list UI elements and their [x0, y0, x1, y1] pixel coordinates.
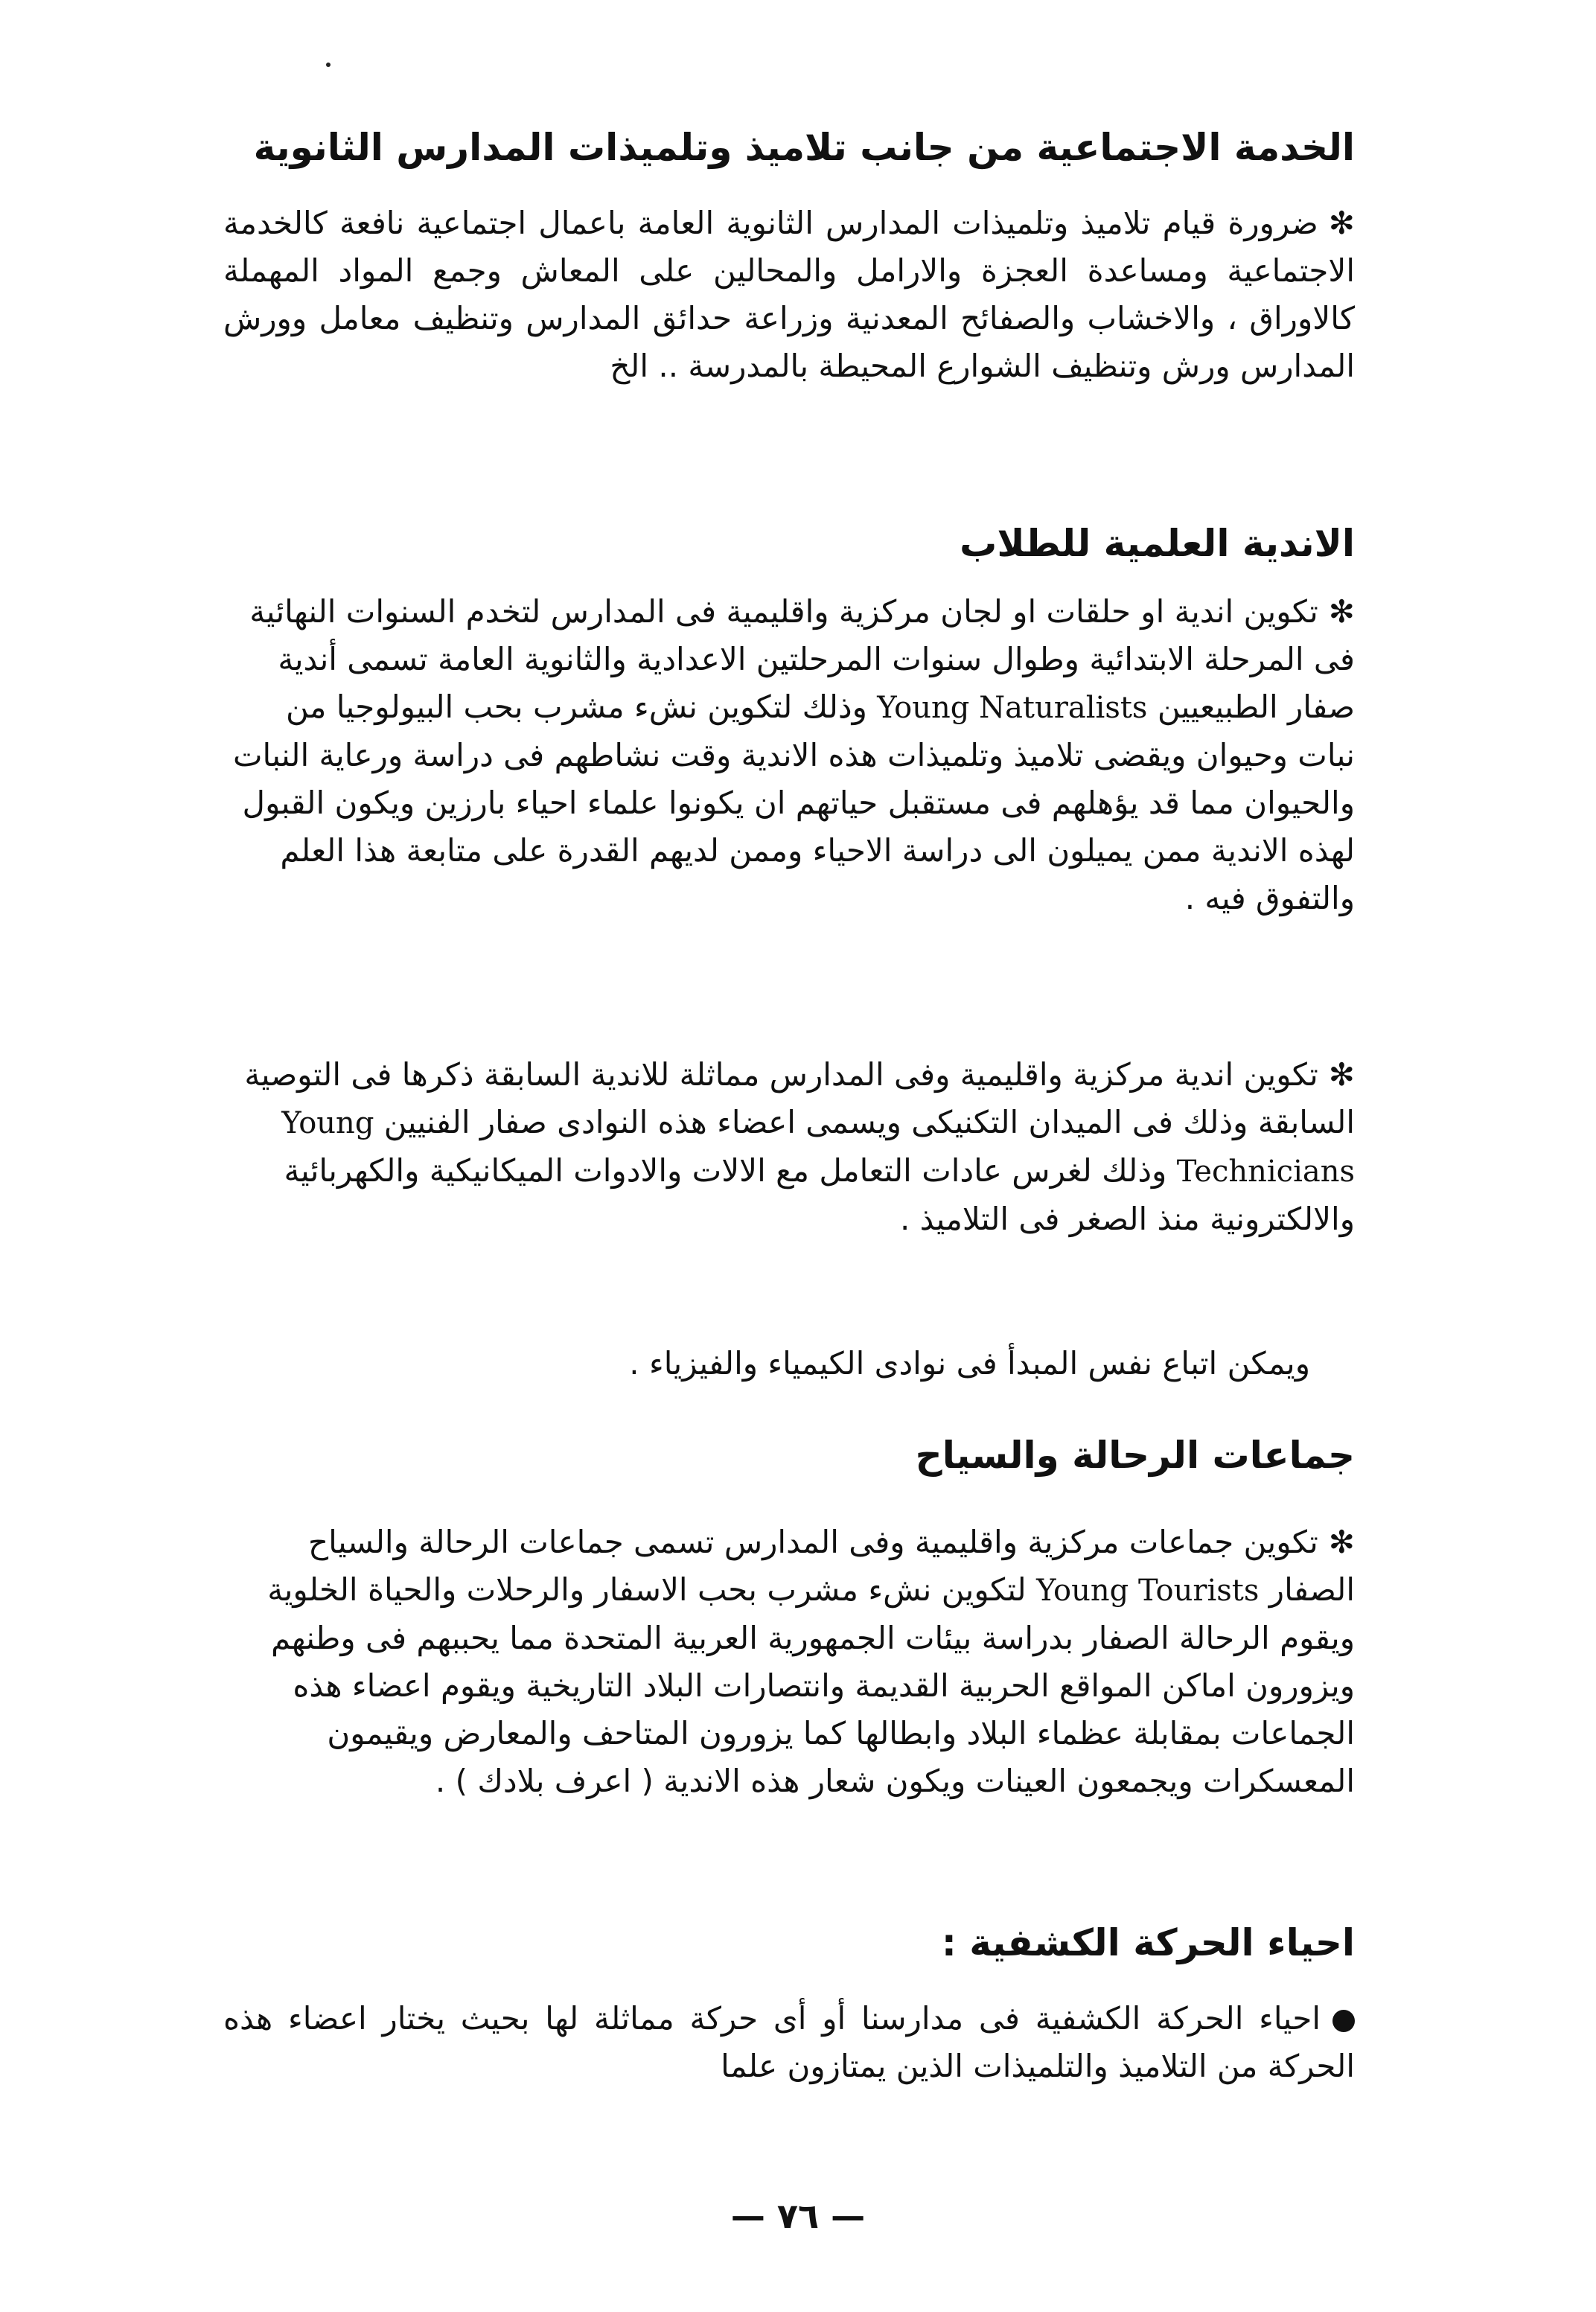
section-travel-groups	[223, 1433, 1355, 1478]
section-science-clubs	[223, 521, 1355, 566]
p2-text-a: تكوين اندية او حلقات او لجان مركزية واقليمية فى المدارس لتخدم السنوات النهائية فى المرحلة الابتدائية وطوال سنوات المرحلتين الاعدادية والثانوية العامة تسمى أندية صفار الطبيعيين	[249, 593, 1355, 725]
section-scout-movement	[223, 1920, 1355, 1965]
paragraph-tourists	[223, 1519, 1355, 1805]
p4-text: ويمكن اتباع نفس المبدأ فى نوادى الكيمياء والفيزياء .	[629, 1345, 1310, 1382]
heading-scout-movement: احياء الحركة الكشفية :	[941, 1921, 1355, 1964]
star-bullet-icon: ✻	[1328, 593, 1355, 630]
star-bullet-icon: ✻	[1328, 1056, 1355, 1093]
paragraph-naturalists	[223, 588, 1355, 922]
p6-text: احياء الحركة الكشفية فى مدارسنا أو أى حركة مماثلة لها بحيث يختار اعضاء هذه الحركة من التلاميذ والتلميذات الذين يمتازون علما	[223, 2000, 1355, 2084]
paragraph-social-service	[223, 199, 1355, 390]
p5-text-b: لتكوين نشء مشرب بحب الاسفار والرحلات والحياة الخلوية ويقوم الرحالة الصفار بدراسة بيئات الجمهورية العربية المتحدة مما يحببهم فى وطنهم ويزورون اماكن المواقع الحربية القديمة وانتصارات البلاد التاريخية ويقوم اعضاء هذه الجماعات بمقابلة عظماء البلاد وابطالها كما يزورون المتاحف والمعارض ويقيمون المعسكرات ويجمعون العينات ويكون شعار هذه الاندية ( اعرف بلادك ) .	[267, 1571, 1355, 1799]
latin-young-tourists: Young Tourists	[1036, 1574, 1260, 1608]
speck-mark	[326, 63, 331, 67]
p1-text: ضرورة قيام تلاميذ وتلميذات المدارس الثانوية العامة باعمال اجتماعية نافعة كالخدمة الاجتماعية ومساعدة العجزة والارامل والمحالين على المعاش وجمع المواد المهملة كالاوراق ، والاخشاب والصفائح المعدنية وزراعة حدائق المدارس وتنظيف معامل وورش المدارس ورش وتنظيف الشوارع المحيطة بالمدرسة .. الخ	[223, 205, 1355, 384]
page-number: — ٧٦ —	[730, 2196, 866, 2236]
heading-travel-groups: جماعات الرحالة والسياح	[915, 1434, 1355, 1477]
p5-text-a: تكوين جماعات مركزية واقليمية وفى المدارس تسمى جماعات الرحالة والسياح الصفار	[308, 1524, 1355, 1608]
section-social-service	[223, 125, 1355, 170]
latin-young-naturalists: Young Naturalists	[877, 691, 1148, 725]
p3-text-a: تكوين اندية مركزية واقليمية وفى المدارس مماثلة للاندية السابقة ذكرها فى التوصية السابقة وذلك فى الميدان التكنيكى ويسمى اعضاء هذه النوادى صفار الفنيين	[244, 1056, 1355, 1140]
paragraph-scouts	[223, 1995, 1355, 2090]
p2-text-b: وذلك لتكوين نشء مشرب بحب البيولوجيا من نبات وحيوان ويقضى تلاميذ وتلميذات هذه الاندية وقت نشاطهم فى دراسة ورعاية النبات والحيوان مما قد يؤهلهم فى مستقبل حياتهم ان يكونوا علماء احياء بارزين ويكون القبول لهذه الاندية ممن يميلون الى دراسة الاحياء وممن لديهم القدرة على متابعة هذا العلم والتفوق فيه .	[232, 689, 1355, 916]
star-bullet-icon: ✻	[1328, 205, 1355, 241]
p3-text-b: وذلك لغرس عادات التعامل مع الالات والادوات الميكانيكية والكهربائية والالكترونية منذ الصغر فى التلاميذ .	[284, 1152, 1355, 1237]
latin-young-technicians: Young Technicians	[281, 1106, 1355, 1189]
filled-circle-bullet-icon	[1332, 2010, 1355, 2032]
paragraph-technicians	[223, 1051, 1355, 1243]
heading-social-service: الخدمة الاجتماعية من جانب تلاميذ وتلميذات المدارس الثانوية	[253, 126, 1355, 169]
paragraph-chemistry-physics	[223, 1340, 1355, 1387]
star-bullet-icon: ✻	[1328, 1524, 1355, 1560]
heading-science-clubs: الاندية العلمية للطلاب	[960, 522, 1355, 565]
